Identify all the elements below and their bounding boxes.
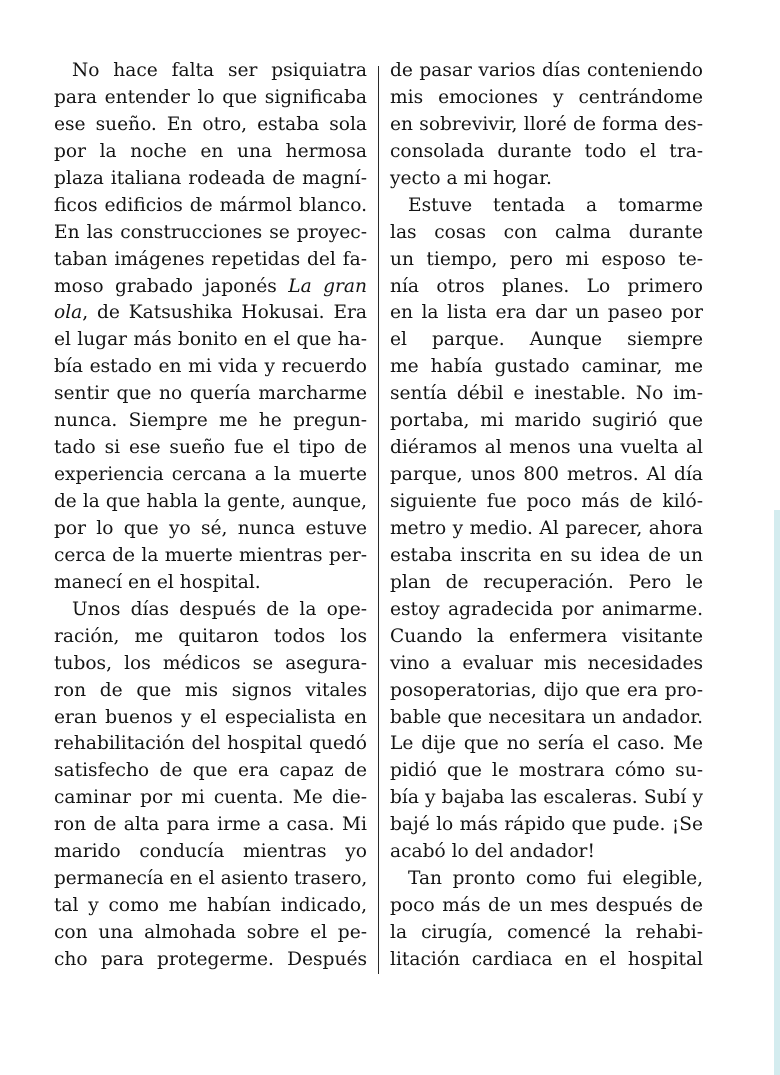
text-line: las cosas con calma durante <box>390 221 703 243</box>
text-line: cho para protegerme. Después <box>54 948 367 970</box>
text-line: con una almohada sobre el pe- <box>54 922 367 943</box>
left-text-column <box>54 58 367 974</box>
text-line: vino a evaluar mis necesidades <box>390 652 703 674</box>
text-line: estoy agradecida por animarme. <box>390 598 703 620</box>
text-line: consolada durante todo el tra- <box>390 140 703 162</box>
text-line: satisfecho de que era capaz de <box>54 760 367 782</box>
text-line: Unos días después de la ope- <box>72 598 367 620</box>
text-line: acabó lo del andador! <box>390 841 595 863</box>
text-line <box>54 274 367 301</box>
text-line: bable que necesitara un andador. <box>390 706 703 728</box>
text-line: plaza italiana rodeada de magní- <box>54 167 367 189</box>
text-line: estaba inscrita en su idea de un <box>390 544 703 566</box>
text-line: de pasar varios días conteniendo <box>390 60 703 81</box>
text-line: pidió que le mostrara cómo su- <box>390 760 703 782</box>
text-line <box>54 300 367 327</box>
text-line: tal y como me habían indicado, <box>54 895 367 917</box>
text-line: poco más de un mes después de <box>390 895 703 917</box>
text-line: en sobrevivir, lloré de forma des- <box>390 113 703 135</box>
text-line: Estuve tentada a tomarme <box>408 194 703 216</box>
text-line: yecto a mi hogar. <box>390 167 552 189</box>
text-line: litación cardiaca en el hospital <box>390 948 703 970</box>
text-line: eran buenos y el especialista en <box>54 706 367 728</box>
text-line: caminar por mi cuenta. Me die- <box>54 787 367 809</box>
text-line: sentía débil e inestable. No im- <box>390 383 703 405</box>
text-line: taban imágenes repetidas del fa- <box>54 248 367 270</box>
text-line: un tiempo, pero mi esposo te- <box>390 248 703 270</box>
text-line: posoperatorias, dijo que era pro- <box>390 679 703 701</box>
text-line: rehabilitación del hospital quedó <box>54 733 367 755</box>
text-line: permanecía en el asiento trasero, <box>54 868 368 890</box>
text-line: metro y medio. Al parecer, ahora <box>390 517 703 539</box>
text-line: experiencia cercana a la muerte <box>54 464 367 486</box>
text-line: la cirugía, comencé la rehabi- <box>390 922 703 943</box>
text-line: por la noche en una hermosa <box>54 140 367 162</box>
text-line: bía y bajaba las escaleras. Subí y <box>390 787 703 809</box>
text-segment: moso grabado japonés <box>54 275 289 297</box>
text-line: mis emociones y centrándome <box>390 86 703 108</box>
text-line: plan de recuperación. Pero le <box>390 571 703 593</box>
text-line: por lo que yo sé, nunca estuve <box>54 517 367 539</box>
text-line: Le dije que no sería el caso. Me <box>390 733 703 755</box>
text-line: sentir que no quería marcharme <box>54 383 367 405</box>
text-line: diéramos al menos una vuelta al <box>390 437 703 459</box>
text-line: marido conducía mientras yo <box>54 841 367 863</box>
text-line: ficos edificios de mármol blanco. <box>54 194 367 216</box>
text-line: tubos, los médicos se asegura- <box>54 652 367 674</box>
text-line: tado si ese sueño fue el tipo de <box>54 437 367 459</box>
italic-title: ola <box>54 302 83 324</box>
text-line: me había gustado caminar, me <box>390 356 703 378</box>
text-line: Tan pronto como fui elegible, <box>408 868 703 890</box>
text-line: En las construcciones se proyec- <box>54 221 367 243</box>
italic-title: La gran <box>288 275 367 297</box>
text-line: siguiente fue poco más de kiló- <box>390 491 703 512</box>
text-line: ración, me quitaron todos los <box>54 625 367 647</box>
text-line: No hace falta ser psiquiatra <box>72 60 367 81</box>
right-text-column <box>390 58 703 974</box>
text-line: ron de que mis signos vitales <box>54 679 367 701</box>
text-line: el lugar más bonito en el que ha- <box>54 329 367 351</box>
text-line: ron de alta para irme a casa. Mi <box>54 814 367 836</box>
text-line: para entender lo que significaba <box>54 86 367 108</box>
text-line: el parque. Aunque siempre <box>390 329 703 351</box>
text-line: cerca de la muerte mientras per- <box>54 544 367 566</box>
column-divider <box>378 66 379 974</box>
text-line: portaba, mi marido sugirió que <box>390 410 703 432</box>
text-line: nía otros planes. Lo primero <box>390 275 703 297</box>
text-line: manecí en el hospital. <box>54 571 261 593</box>
text-line: Cuando la enfermera visitante <box>390 625 703 647</box>
text-line: bajé lo más rápido que pude. ¡Se <box>390 814 703 836</box>
text-line: de la que habla la gente, aunque, <box>54 491 367 512</box>
text-line: nunca. Siempre me he pregun- <box>54 410 367 432</box>
text-line: bía estado en mi vida y recuerdo <box>54 356 367 378</box>
text-line: ese sueño. En otro, estaba sola <box>54 113 367 135</box>
text-segment: , de Katsushika Hokusai. Era <box>82 302 367 324</box>
page-edge-strip <box>774 510 780 1075</box>
text-line: parque, unos 800 metros. Al día <box>390 464 703 486</box>
text-line: en la lista era dar un paseo por <box>390 302 703 324</box>
